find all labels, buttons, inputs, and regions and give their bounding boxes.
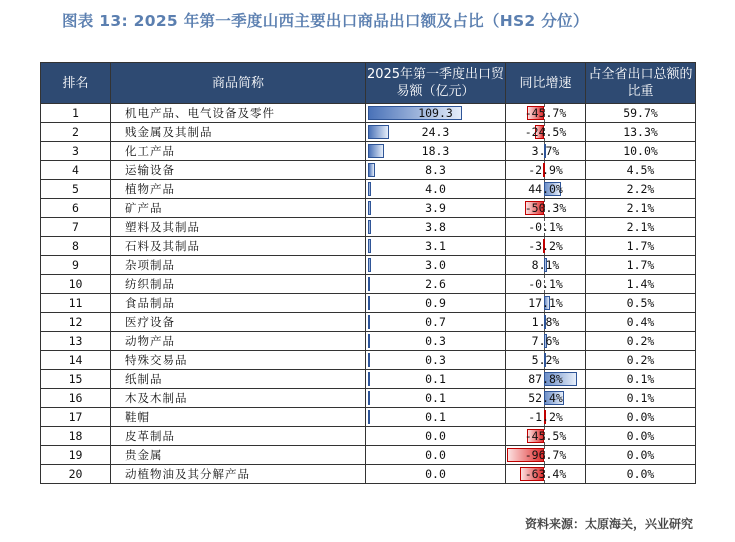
growth-cell (506, 218, 586, 237)
export-value-cell (366, 427, 506, 446)
export-value-cell (366, 294, 506, 313)
product-name-cell: 纺织制品 (111, 275, 366, 294)
product-name-cell: 运输设备 (111, 161, 366, 180)
share-cell: 0.2% (586, 332, 696, 351)
product-name-cell: 动物产品 (111, 332, 366, 351)
rank-cell: 14 (41, 351, 111, 370)
product-name-cell: 特殊交易品 (111, 351, 366, 370)
growth-text: -63.4% (524, 467, 567, 481)
growth-cell (506, 142, 586, 161)
growth-cell (506, 427, 586, 446)
export-value-bar (368, 258, 371, 272)
export-value-cell (366, 370, 506, 389)
product-name-cell: 贱金属及其制品 (111, 123, 366, 142)
export-value-bar (368, 239, 371, 253)
growth-cell (506, 389, 586, 408)
product-name-cell: 矿产品 (111, 199, 366, 218)
table-body (41, 104, 696, 484)
table-row (41, 123, 696, 142)
export-value-bar (368, 315, 370, 329)
growth-cell (506, 180, 586, 199)
table-row (41, 180, 696, 199)
share-cell: 2.2% (586, 180, 696, 199)
rank-cell: 9 (41, 256, 111, 275)
export-value-bar (368, 125, 389, 139)
product-name-cell: 化工产品 (111, 142, 366, 161)
export-value-text: 0.3 (425, 334, 446, 348)
rank-cell: 3 (41, 142, 111, 161)
rank-cell: 19 (41, 446, 111, 465)
export-value-bar (368, 296, 370, 310)
rank-cell: 12 (41, 313, 111, 332)
share-cell: 59.7% (586, 104, 696, 123)
page-title: 图表 13: 2025 年第一季度山西主要出口商品出口额及占比（HS2 分位） (62, 12, 589, 30)
export-value-bar (368, 163, 375, 177)
rank-cell: 17 (41, 408, 111, 427)
export-value-cell (366, 218, 506, 237)
export-value-bar (368, 201, 371, 215)
share-cell: 4.5% (586, 161, 696, 180)
growth-text: 3.7% (531, 144, 560, 158)
table-row (41, 237, 696, 256)
growth-cell (506, 465, 586, 484)
product-name-cell: 机电产品、电气设备及零件 (111, 104, 366, 123)
export-value-text: 0.1 (425, 372, 446, 386)
rank-cell: 1 (41, 104, 111, 123)
export-value-text: 4.0 (425, 182, 446, 196)
table-row (41, 370, 696, 389)
product-name-cell: 贵金属 (111, 446, 366, 465)
header-value: 2025年第一季度出口贸易额（亿元） (366, 63, 506, 104)
growth-cell (506, 161, 586, 180)
growth-cell (506, 123, 586, 142)
export-value-text: 0.1 (425, 410, 446, 424)
share-cell: 0.2% (586, 351, 696, 370)
product-name-cell: 杂项制品 (111, 256, 366, 275)
growth-text: -1.2% (528, 410, 563, 424)
growth-text: 52.4% (528, 391, 563, 405)
rank-cell: 11 (41, 294, 111, 313)
growth-cell (506, 256, 586, 275)
growth-text: -2.9% (528, 163, 563, 177)
export-value-bar (368, 353, 370, 367)
header-row (41, 63, 696, 104)
growth-text: -96.7% (524, 448, 567, 462)
growth-cell (506, 199, 586, 218)
export-value-cell (366, 389, 506, 408)
share-cell: 0.5% (586, 294, 696, 313)
growth-text: -24.5% (524, 125, 567, 139)
rank-cell: 2 (41, 123, 111, 142)
export-value-text: 3.1 (425, 239, 446, 253)
export-value-text: 3.0 (425, 258, 446, 272)
growth-text: 7.6% (531, 334, 560, 348)
product-name-cell: 医疗设备 (111, 313, 366, 332)
table-row (41, 294, 696, 313)
export-value-cell (366, 408, 506, 427)
export-value-text: 0.0 (425, 467, 446, 481)
export-value-cell (366, 199, 506, 218)
growth-cell (506, 446, 586, 465)
growth-cell (506, 351, 586, 370)
export-value-cell (366, 161, 506, 180)
growth-text: -0.1% (528, 220, 563, 234)
export-value-cell (366, 123, 506, 142)
table-row (41, 275, 696, 294)
header-growth: 同比增速 (506, 63, 586, 104)
export-value-text: 8.3 (425, 163, 446, 177)
table-row (41, 351, 696, 370)
product-name-cell: 食品制品 (111, 294, 366, 313)
product-name-cell: 鞋帽 (111, 408, 366, 427)
export-value-bar (368, 220, 371, 234)
growth-text: -0.1% (528, 277, 563, 291)
export-value-text: 0.7 (425, 315, 446, 329)
table-row (41, 446, 696, 465)
product-name-cell: 纸制品 (111, 370, 366, 389)
export-value-bar (368, 391, 370, 405)
export-value-text: 18.3 (421, 144, 450, 158)
share-cell: 2.1% (586, 199, 696, 218)
growth-text: 5.2% (531, 353, 560, 367)
rank-cell: 6 (41, 199, 111, 218)
growth-cell (506, 294, 586, 313)
growth-cell (506, 275, 586, 294)
export-value-bar (368, 334, 370, 348)
share-cell: 0.4% (586, 313, 696, 332)
rank-cell: 18 (41, 427, 111, 446)
growth-text: 1.8% (531, 315, 560, 329)
growth-cell (506, 313, 586, 332)
share-cell: 0.1% (586, 370, 696, 389)
table-row (41, 465, 696, 484)
table-row (41, 389, 696, 408)
growth-cell (506, 370, 586, 389)
table-row (41, 256, 696, 275)
rank-cell: 8 (41, 237, 111, 256)
share-cell: 1.7% (586, 256, 696, 275)
export-value-cell (366, 351, 506, 370)
table-row (41, 161, 696, 180)
table-row (41, 199, 696, 218)
export-value-text: 0.1 (425, 391, 446, 405)
export-value-cell (366, 180, 506, 199)
header-share: 占全省出口总额的比重 (586, 63, 696, 104)
growth-text: -45.7% (524, 106, 567, 120)
table-row (41, 218, 696, 237)
export-value-bar (368, 277, 370, 291)
growth-text: 17.1% (528, 296, 563, 310)
table-row (41, 408, 696, 427)
export-value-text: 2.6 (425, 277, 446, 291)
rank-cell: 5 (41, 180, 111, 199)
share-cell: 0.1% (586, 389, 696, 408)
table-row (41, 142, 696, 161)
product-name-cell: 塑料及其制品 (111, 218, 366, 237)
share-cell: 2.1% (586, 218, 696, 237)
export-value-cell (366, 332, 506, 351)
export-value-bar (368, 144, 384, 158)
share-cell: 0.0% (586, 465, 696, 484)
growth-cell (506, 237, 586, 256)
table-row (41, 313, 696, 332)
export-value-cell (366, 465, 506, 484)
rank-cell: 16 (41, 389, 111, 408)
share-cell: 0.0% (586, 427, 696, 446)
export-value-cell (366, 256, 506, 275)
source-note: 资料来源：太原海关，兴业研究 (524, 517, 693, 531)
product-name-cell: 皮革制品 (111, 427, 366, 446)
growth-text: -45.5% (524, 429, 567, 443)
growth-text: 87.8% (528, 372, 563, 386)
growth-text: -50.3% (524, 201, 567, 215)
rank-cell: 7 (41, 218, 111, 237)
header-name: 商品简称 (111, 63, 366, 104)
export-value-cell (366, 104, 506, 123)
product-name-cell: 木及木制品 (111, 389, 366, 408)
table-row (41, 332, 696, 351)
export-value-bar (368, 182, 371, 196)
table-row (41, 104, 696, 123)
export-value-cell (366, 275, 506, 294)
rank-cell: 20 (41, 465, 111, 484)
product-name-cell: 植物产品 (111, 180, 366, 199)
export-value-text: 3.8 (425, 220, 446, 234)
share-cell: 1.4% (586, 275, 696, 294)
export-value-cell (366, 446, 506, 465)
export-value-cell (366, 313, 506, 332)
export-value-text: 109.3 (418, 106, 453, 120)
export-value-text: 0.0 (425, 429, 446, 443)
share-cell: 0.0% (586, 446, 696, 465)
export-value-cell (366, 237, 506, 256)
growth-text: -3.2% (528, 239, 563, 253)
export-value-text: 0.9 (425, 296, 446, 310)
share-cell: 0.0% (586, 408, 696, 427)
export-value-cell (366, 142, 506, 161)
header-rank: 排名 (41, 63, 111, 104)
rank-cell: 10 (41, 275, 111, 294)
table-row (41, 427, 696, 446)
export-table (40, 62, 696, 484)
growth-cell (506, 408, 586, 427)
share-cell: 1.7% (586, 237, 696, 256)
growth-cell (506, 332, 586, 351)
export-value-bar (368, 410, 370, 424)
export-value-text: 0.3 (425, 353, 446, 367)
growth-cell (506, 104, 586, 123)
share-cell: 13.3% (586, 123, 696, 142)
growth-text: 8.1% (531, 258, 560, 272)
export-value-text: 3.9 (425, 201, 446, 215)
product-name-cell: 动植物油及其分解产品 (111, 465, 366, 484)
export-value-text: 24.3 (421, 125, 450, 139)
product-name-cell: 石料及其制品 (111, 237, 366, 256)
share-cell: 10.0% (586, 142, 696, 161)
growth-text: 44.0% (528, 182, 563, 196)
rank-cell: 4 (41, 161, 111, 180)
export-value-text: 0.0 (425, 448, 446, 462)
rank-cell: 15 (41, 370, 111, 389)
export-value-bar (368, 372, 370, 386)
rank-cell: 13 (41, 332, 111, 351)
